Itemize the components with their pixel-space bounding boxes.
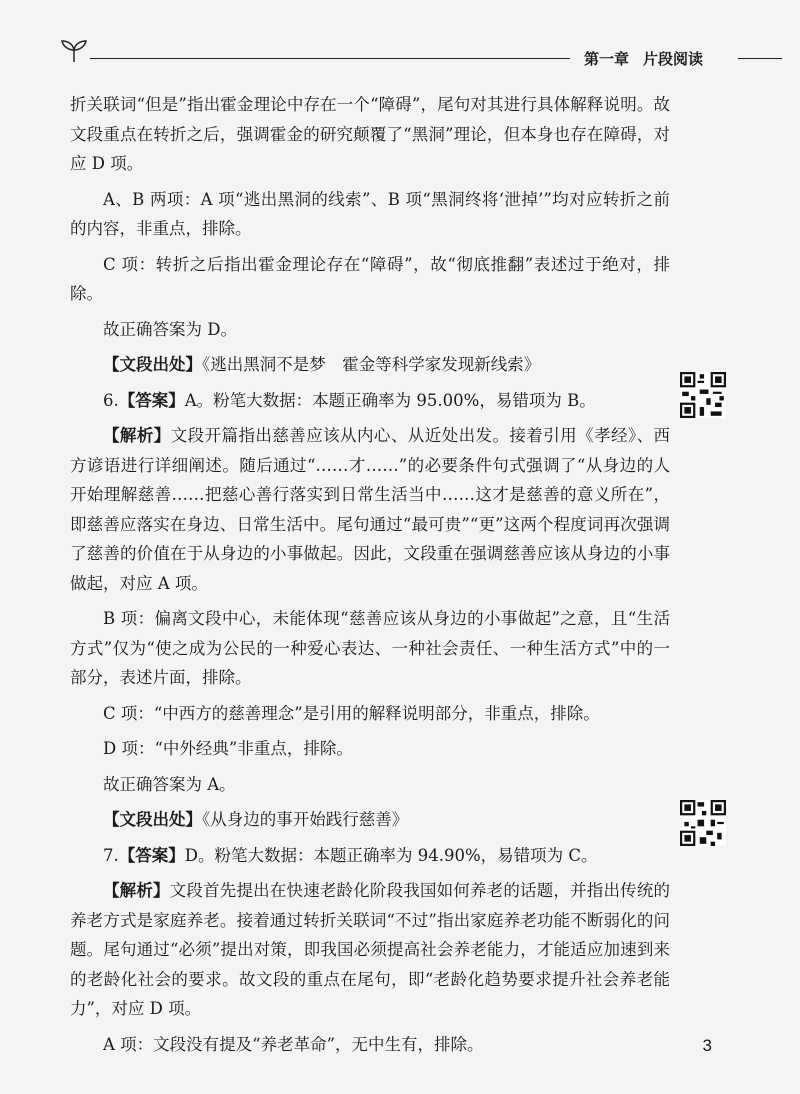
- q6-answer: [70, 386, 670, 416]
- question-number: 6.: [103, 390, 119, 410]
- chapter-title: [584, 48, 717, 69]
- paragraph: C 项：转折之后指出霍金理论存在“障碍”，故“彻底推翻”表述过于绝对，排除。: [70, 254, 670, 303]
- header-rule-left: [90, 58, 570, 59]
- q6-analysis: [70, 421, 670, 598]
- leaf-icon: [60, 38, 88, 64]
- q6-option: D 项：“中外经典”非重点，排除。: [103, 739, 353, 758]
- section-label: 片段阅读: [643, 50, 704, 68]
- paragraph: A、B 两项：A 项“逃出黑洞的线索”、B 项“黑洞终将‘泄掉’”均对应转折之前的内容，非重点，排除。: [70, 189, 670, 238]
- paragraph: 折关联词“但是”指出霍金理论中存在一个“障碍”，尾句对其进行具体解释说明。故文段重点在转折之后，强调霍金的研究颠覆了“黑洞”理论，但本身也存在障碍，对应 D 项。: [70, 95, 670, 173]
- header-rule-right: [738, 58, 782, 59]
- question-number: 7.: [103, 845, 119, 865]
- source-label: 【文段出处】: [103, 810, 202, 829]
- source-label: 【文段出处】: [103, 355, 202, 374]
- analysis-text: 文段首先提出在快速老龄化阶段我国如何养老的话题，并指出传统的养老方式是家庭养老。接着通过转折关联词“不过”指出家庭养老功能不断弱化的问题。尾句通过“必须”提出对策，即我国必须提高社会养老能力，才能适应加速到来的老龄化社会的要求。故文段的重点在尾句，即“老龄化趋势要求提升社会养老能力”，对应 D 项。: [70, 881, 671, 1018]
- page-header: [0, 0, 800, 80]
- source-line: [70, 805, 670, 835]
- q7-answer: [70, 841, 670, 871]
- q6-option: C 项：“中西方的慈善理念”是引用的解释说明部分，非重点，排除。: [103, 703, 600, 723]
- page-content: [70, 90, 670, 1065]
- qr-code-icon: [680, 800, 726, 846]
- paragraph: 故正确答案为 D。: [103, 319, 237, 339]
- chapter-label: 第一章: [584, 50, 630, 68]
- analysis-label: 【解析】: [103, 881, 170, 900]
- source-line: [70, 350, 670, 380]
- page-number: 3: [702, 1036, 712, 1055]
- q6-conclusion: 故正确答案为 A。: [103, 774, 236, 794]
- answer-label: 【答案】: [118, 390, 185, 410]
- q7-analysis: [70, 876, 670, 1024]
- answer-text: A。粉笔大数据：本题正确率为 95.00%，易错项为 B。: [184, 390, 596, 410]
- source-text: 《从身边的事开始践行慈善》: [202, 810, 409, 829]
- source-text: 《逃出黑洞不是梦 霍金等科学家发现新线索》: [202, 355, 541, 374]
- analysis-text: 文段开篇指出慈善应该从内心、从近处出发。接着引用《孝经》、西方谚语进行详细阐述。随后通过“……才……”的必要条件句式强调了“从身边的人开始理解慈善……把慈心善行落实到日常生活当中……这才是慈善的意义所在”，即慈善应落实在身边、日常生活中。尾句通过“最可贵”“更”这两个程度词再次强调了慈善的价值在于从身边的小事做起。因此，文段重在强调慈善应该从身边的小事做起，对应 A 项。: [70, 426, 671, 593]
- analysis-label: 【解析】: [103, 426, 171, 445]
- q6-option: B 项：偏离文段中心，未能体现“慈善应该从身边的小事做起”之意，且“生活方式”仅为“使之成为公民的一种爱心表达、一种社会责任、一种生活方式”中的一部分，表述片面，排除。: [70, 609, 670, 687]
- answer-label: 【答案】: [118, 845, 185, 865]
- qr-code-icon: [680, 372, 726, 418]
- q7-option: A 项：文段没有提及“养老革命”，无中生有，排除。: [103, 1034, 484, 1054]
- answer-text: D。粉笔大数据：本题正确率为 94.90%，易错项为 C。: [184, 845, 598, 865]
